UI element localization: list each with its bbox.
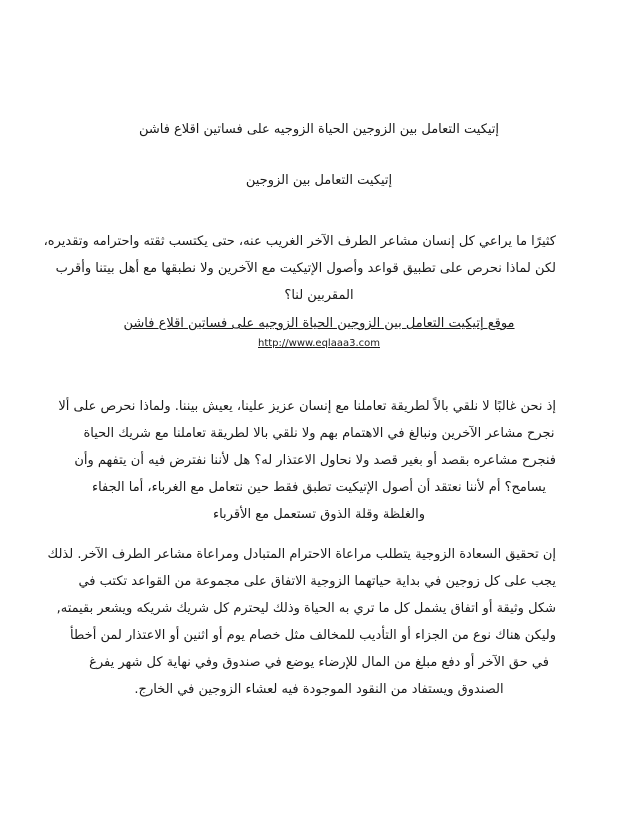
document-title: إتيكيت التعامل بين الزوجين الحياة الزوجيه على فساتين اقلاع فاشن (138, 122, 500, 137)
document-subtitle: إتيكيت التعامل بين الزوجين (245, 173, 393, 188)
paragraph-line: إن تحقيق السعادة الزوجية يتطلب مراعاة الاحترام المتبادل ومراعاة مشاعر الطرف الآخر. لذلك (47, 547, 556, 562)
paragraph-line: لكن لماذا نحرص على تطبيق قواعد وأصول الإتيكيت مع الآخرين ولا نطبقها مع أهل بيتنا وأقرب (55, 261, 556, 276)
paragraph-line: إذ نحن غالبًا لا نلقي بالاً لطريقة تعاملنا مع إنسان عزيز علينا، يعيش بيننا. ولماذا نحرص على ألا (58, 399, 556, 414)
paragraph-line: وليكن هناك نوع من الجزاء أو التأديب للمخالف مثل خصام يوم أو اثنين أو الاعتذار لمن أخطأ (70, 628, 556, 643)
site-url-link[interactable]: http://www.eqlaaa3.com (258, 338, 380, 349)
paragraph-line: كثيرًا ما يراعي كل إنسان مشاعر الطرف الآخر الغريب عنه، حتى يكتسب ثقته واحترامه وتقديره، (43, 234, 556, 249)
paragraph-line: يسامح؟ أم لأننا نعتقد أن أصول الإتيكيت تطبق فقط حين نتعامل مع الغرباء، أما الجفاء (91, 480, 547, 495)
paragraph-body-2 (47, 541, 556, 703)
paragraph-line: الصندوق ويستفاد من النقود الموجودة فيه لعشاء الزوجين في الخارج. (134, 682, 504, 697)
site-url-line (60, 337, 578, 351)
paragraph-line: شكل وثيقة أو اتفاق يشمل كل ما تري به الحياة وذلك ليحترم كل شريك شريكه ويشعر بقيمته, (56, 601, 556, 616)
paragraph-intro (43, 228, 556, 309)
paragraph-line: فنجرح مشاعره بقصد أو بغير قصد ولا نحاول الاعتذار له؟ هل لأننا نفترض فيه أن يتفهم وأن (74, 453, 556, 468)
paragraph-line: والغلظة وقلة الذوق تستعمل مع الأقرباء (212, 507, 425, 522)
site-link-text[interactable]: موقع إتيكيت التعامل بين الزوجين الحياة الزوجيه على فساتين اقلاع فاشن (123, 316, 515, 331)
paragraph-line: المقربين لنا؟ (284, 288, 354, 303)
paragraph-body-1 (58, 393, 556, 528)
site-link-heading (60, 315, 578, 333)
paragraph-line: في حق الآخر أو دفع مبلغ من المال للإرضاء يوضع في صندوق وفي نهاية كل شهر يفرغ (89, 655, 549, 670)
paragraph-line: يجب على كل زوجين في بداية حياتهما الزوجية الاتفاق على مجموعة من القواعد تكتب في (78, 574, 556, 589)
paragraph-line: نجرح مشاعر الآخرين ونبالغ في الاهتمام بهم ولا نلقي بالا لطريقة تعاملنا مع شريك الحياة (83, 426, 555, 441)
